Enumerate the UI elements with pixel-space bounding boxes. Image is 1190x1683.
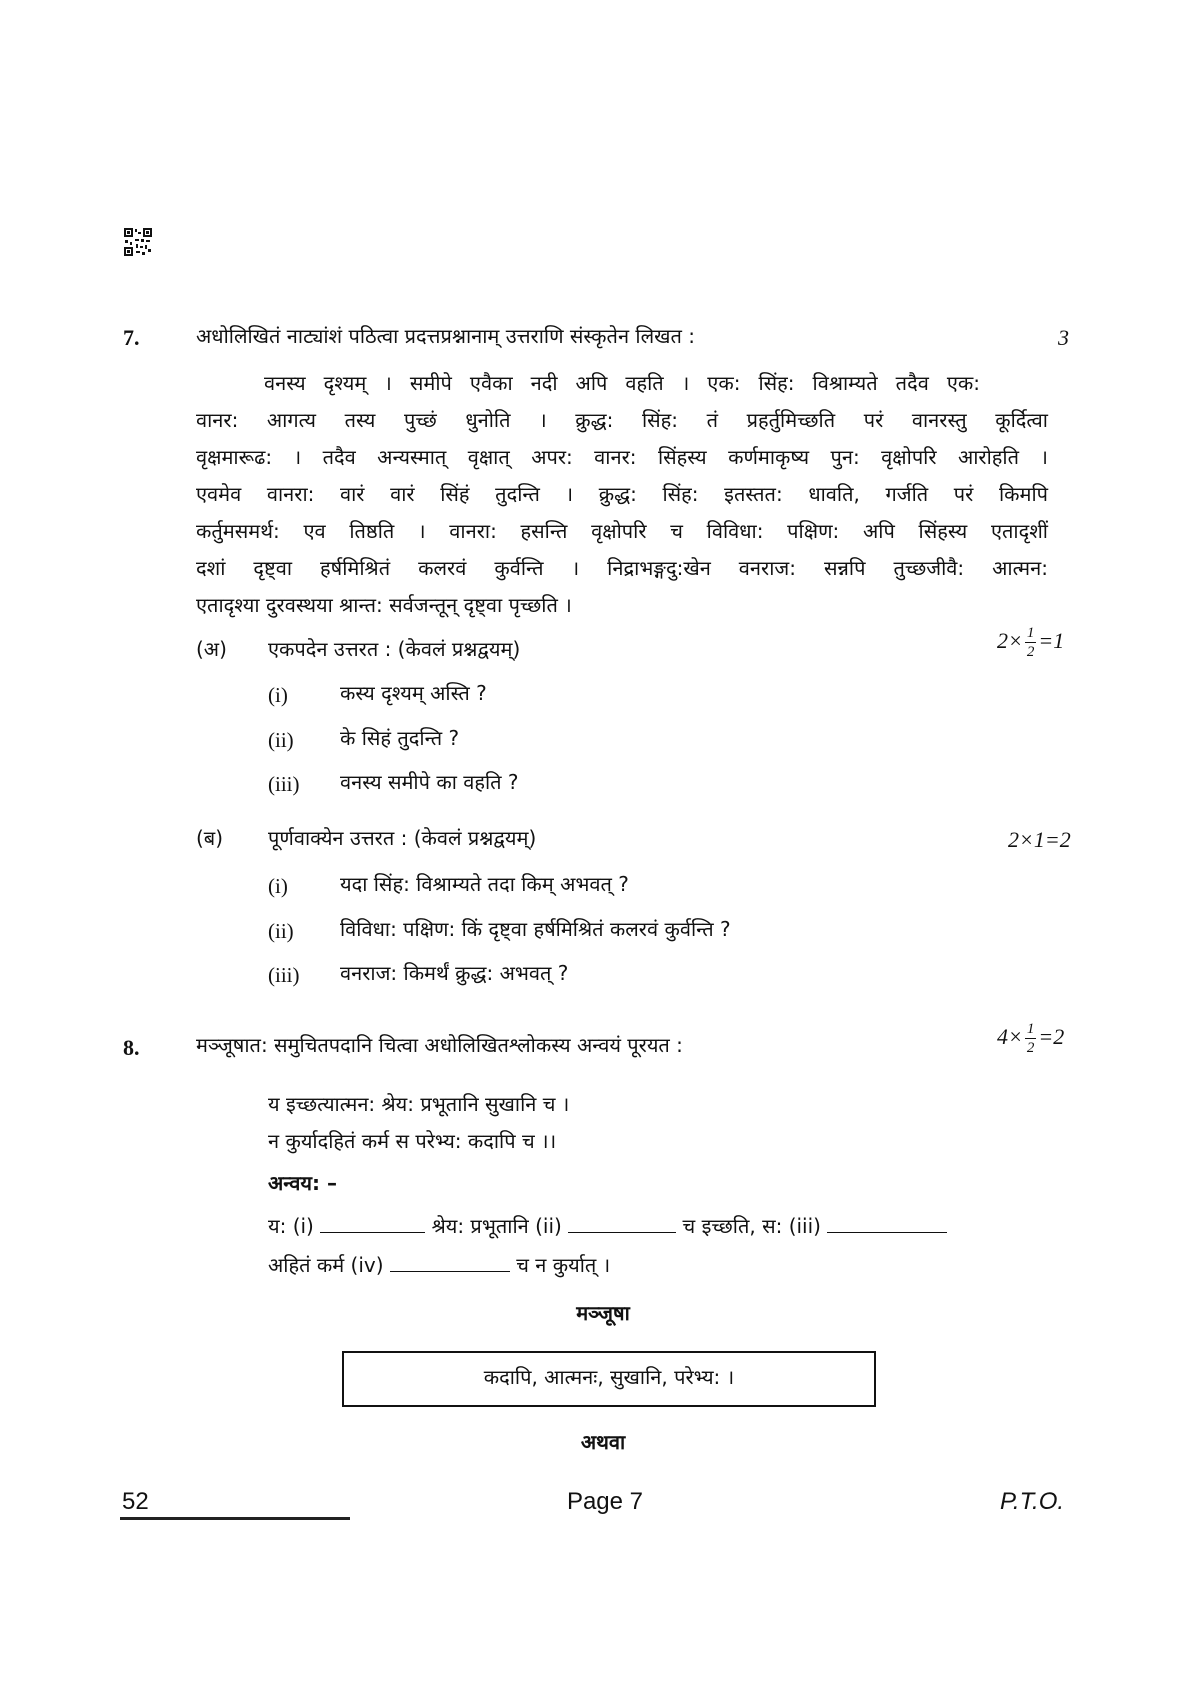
question-instruction: अधोलिखितं नाट्यांशं पठित्वा प्रदत्तप्रश्नानाम् उत्तराणि संस्कृतेन लिखत : [196,324,695,348]
question-text: विविधा: पक्षिण: किं दृष्ट्वा हर्षमिश्रितं कलरवं कुर्वन्ति ? [340,917,731,941]
question-number: 7. [123,325,140,350]
question-num: (i) [268,683,288,707]
question-number: 8. [123,1035,140,1060]
question-marks: 4× $\frac{1}{2}$ =2 [997,1021,1065,1056]
word-box [342,1351,876,1407]
or-label: अथवा [580,1430,626,1454]
part-marks: 2× $\frac{1}{2}$ =1 [997,625,1065,660]
question-num: (ii) [268,728,294,752]
part-label: (ब) [196,826,224,850]
word-box-title: मञ्जूषा [576,1301,630,1325]
blank-ii[interactable] [568,1214,676,1233]
blank-iii[interactable] [827,1214,947,1233]
part-instruction: एकपदेन उत्तरत : (केवलं प्रश्नद्वयम्) [268,637,521,661]
page-number: Page 7 [566,1488,644,1515]
question-text: वनराज: किमर्थं क्रुद्ध: अभवत् ? [340,961,569,985]
question-text: के सिहं तुदन्ति ? [340,726,460,750]
blank-iv[interactable] [390,1253,510,1272]
question-num: (iii) [268,772,300,796]
word-box-words: कदापि, आत्मनः, सुखानि, परेभ्य: । [483,1365,735,1389]
part-marks: 2×1=2 [1008,827,1071,852]
part-label: (अ) [196,637,227,661]
anvaya-line-1: य: (i) श्रेय: प्रभूतानि (ii) च इच्छति, स: (iii) [268,1214,947,1236]
question-instruction: मञ्जूषात: समुचितपदानि चित्वा अधोलिखितश्लोकस्य अन्वयं पूरयत : [196,1033,683,1057]
passage-line: एतादृश्या दुरवस्थया श्रान्त: सर्वजन्तून् दृष्ट्वा पृच्छति । [196,593,572,617]
question-num: (iii) [268,963,300,987]
anvaya-line-2: अहितं कर्म (iv) च न कुर्यात् । [268,1253,611,1277]
shloka-line: न कुर्यादहितं कर्म स परेभ्य: कदापि च ।। [268,1129,557,1153]
blank-i[interactable] [320,1214,425,1233]
passage-line: वानर: आगत्य तस्य पुच्छं धुनोति । क्रुद्ध: सिंह: तं प्रहर्तुमिच्छति परं वानरस्तु कूर्दित्वा [196,408,1048,432]
question-text: कस्य दृश्यम् अस्ति ? [340,681,487,705]
question-num: (i) [268,874,288,898]
question-num: (ii) [268,919,294,943]
question-text: यदा सिंह: विश्राम्यते तदा किम् अभवत् ? [340,872,629,896]
shloka-line: य इच्छत्यात्मन: श्रेय: प्रभूतानि सुखानि च । [268,1092,570,1116]
passage-line: कर्तुमसमर्थ: एव तिष्ठति । वानरा: हसन्ति वृक्षोपरि च विविधा: पक्षिण: अपि सिंहस्य एतादृशीं [196,519,1048,543]
question-text: वनस्य समीपे का वहति ? [340,770,519,794]
paper-code: 52 [122,1488,149,1515]
anvaya-label: अन्वय: – [268,1171,337,1195]
pto-label: P.T.O. [1000,1488,1065,1515]
passage-line: एवमेव वानरा: वारं वारं सिंहं तुदन्ति । क्रुद्ध: सिंह: इतस्तत: धावति, गर्जति परं किमपि [196,482,1048,506]
question-marks: 3 [1058,325,1069,350]
passage-line: दशां दृष्ट्वा हर्षमिश्रितं कलरवं कुर्वन्ति । निद्राभङ्गदु:खेन वनराज: सन्नपि तुच्छजीवै: आत्मन: [196,556,1048,580]
footer-rule [120,1517,350,1520]
qr-code-icon [123,227,153,257]
passage-line: वृक्षमारूढ: । तदैव अन्यस्मात् वृक्षात् अपर: वानर: सिंहस्य कर्णमाकृष्य पुन: वृक्षोपरि आरोहति । [196,445,1048,469]
passage-line: वनस्य दृश्यम् । समीपे एवैका नदी अपि वहति । एक: सिंह: विश्राम्यते तदैव एक: [264,371,980,395]
part-instruction: पूर्णवाक्येन उत्तरत : (केवलं प्रश्नद्वयम्) [268,826,537,850]
